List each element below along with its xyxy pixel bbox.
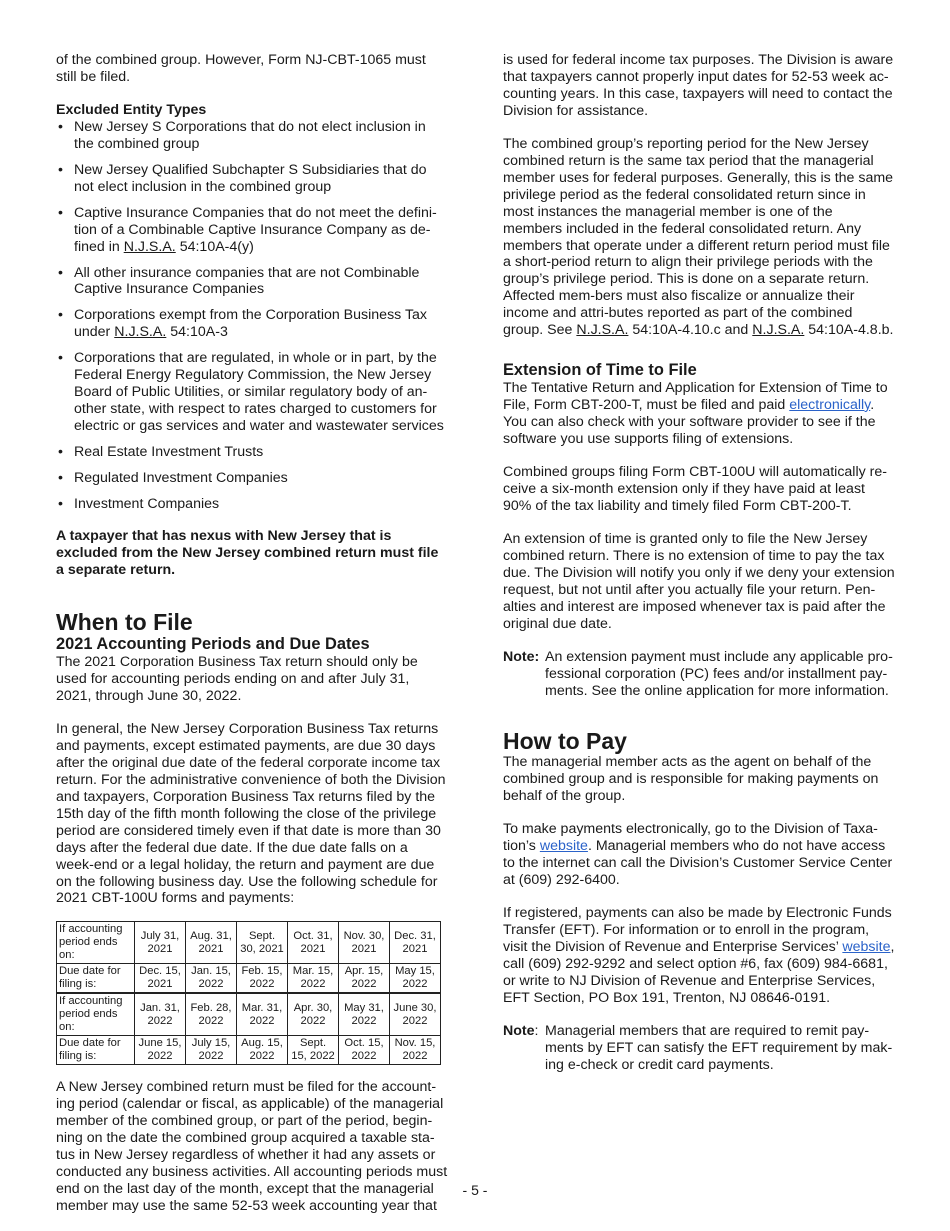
excluded-heading: Excluded Entity Types xyxy=(56,102,207,119)
table-cell: Sept. 15, 2022 xyxy=(288,1036,339,1065)
statute-reference: N.J.S.A. xyxy=(123,238,176,255)
table-cell: Nov. 30, 2021 xyxy=(339,922,390,964)
electronically-link[interactable]: electronically xyxy=(789,396,871,413)
table-cell: May 15, 2022 xyxy=(390,964,441,994)
list-item xyxy=(56,470,448,487)
list-item xyxy=(56,350,448,435)
list-item-text: New Jersey S Corporations that do not elect inclusion in the combined group xyxy=(74,119,426,153)
table-cell: Aug. 31, 2021 xyxy=(186,922,237,964)
list-item xyxy=(56,162,448,196)
agent-paragraph: The managerial member acts as the agent on behalf of the combined group and is responsible for making payments on behalf of the group. xyxy=(503,754,879,804)
eft-text-post: , call (609) 292-9292 and select option #6, fax (609) 984-6681, or write to NJ Division of Revenue and Enterprise Services, EFT Section, PO Box 191, Trenton, NJ 08646-0191. xyxy=(503,939,895,1006)
separate-return-notice: A taxpayer that has nexus with New Jersey that is excluded from the New Jersey combined return must file a separate return. xyxy=(56,528,439,579)
row-label: If accounting period ends on: xyxy=(57,993,135,1036)
left-column xyxy=(56,52,448,1231)
table-row xyxy=(57,922,441,964)
row-label: Due date for filing is: xyxy=(57,1036,135,1065)
table-row xyxy=(57,993,441,1036)
statute-section: 54:10A-4(y) xyxy=(179,238,254,255)
note-body: An extension payment must include any applicable pro-fessional corporation (PC) fees and/or installment pay-ments. See the online application for more information. xyxy=(545,649,893,700)
excluded-list xyxy=(56,119,448,512)
payment-text-post: . Managerial members who do not have access to the internet can call the Division’s Customer Service Center at (609) 292-6400. xyxy=(503,838,893,888)
taxation-website-link[interactable]: website xyxy=(539,838,588,855)
statute-section: 54:10A-3 xyxy=(170,324,228,341)
extension-granted-paragraph: An extension of time is granted only to file the New Jersey combined return. There is no extension of time to pay the tax due. The Division will notify you only if we deny your extension request, but not until after you actually file your return. Pen-alties and interest are imposed whenever tax is paid after the original due date. xyxy=(503,531,895,632)
page-number: - 5 - xyxy=(462,1182,488,1198)
table-cell: Mar. 15, 2022 xyxy=(288,964,339,994)
statute-reference: N.J.S.A. xyxy=(576,322,629,339)
table-cell: Apr. 15, 2022 xyxy=(339,964,390,994)
list-item xyxy=(56,307,448,341)
note-body: Managerial members that are required to remit pay-ments by EFT can satisfy the EFT requirement by mak-ing e-check or credit card payments. xyxy=(545,1023,893,1074)
statute-section: 54:10A-4.10.c and xyxy=(632,322,749,339)
note-label xyxy=(503,1023,545,1074)
extension-text-post: . You can also check with your software provider to see if the software you use supports filing of extensions. xyxy=(503,396,876,447)
extension-heading: Extension of Time to File xyxy=(503,361,697,379)
list-item xyxy=(56,265,448,299)
list-item-text: Captive Insurance Companies that do not meet the defini-tion of a Combinable Captive Insurance Company as de-fined in xyxy=(74,204,437,255)
table-cell: Oct. 15, 2022 xyxy=(339,1036,390,1065)
statute-reference: N.J.S.A. xyxy=(752,322,805,339)
list-item-text: Corporations exempt from the Corporation Business Tax under xyxy=(74,307,428,341)
table-cell: Dec. 15, 2021 xyxy=(135,964,186,994)
intro-paragraph: of the combined group. However, Form NJ-CBT-1065 must still be filed. xyxy=(56,52,426,85)
statute-reference: N.J.S.A. xyxy=(114,324,167,341)
table-cell: Apr. 30, 2022 xyxy=(288,993,339,1036)
table-cell: Dec. 31, 2021 xyxy=(390,922,441,964)
table-row xyxy=(57,964,441,994)
how-to-pay-heading: How to Pay xyxy=(503,728,627,754)
row-label: If accounting period ends on: xyxy=(57,922,135,964)
extension-paragraph xyxy=(503,380,895,448)
general-paragraph: In general, the New Jersey Corporation Business Tax returns and payments, except estimated payments, are due 30 days after the original due date of the federal corporate income tax return. For the administrative convenience of both the Division and taxpayers, Corporation Business Tax returns filed by the 15th day of the fifth month following the close of the privilege period are considered timely even if that date is more than 30 days after the federal due date. If the due date falls on a week-end or a legal holiday, the return and payment are due on the following business day. Use the following schedule for 2021 CBT-100U forms and payments: xyxy=(56,721,446,907)
reporting-text: The combined group’s reporting period for the New Jersey combined return is the same tax period that the managerial member uses for federal purposes. Generally, this is the same privilege period as the federal consolidated return since in most instances the managerial member is one of the members included in the federal consolidated return. Any members that operate under a different return period must file a short-period return to align their privilege periods with the group’s privilege period. This is done on a separate return. Affected mem-bers must also fiscalize or annualize their income and attri-butes reported as part of the combined group. See xyxy=(503,136,894,339)
list-item xyxy=(56,119,448,153)
list-item xyxy=(56,444,448,461)
table-cell: June 30, 2022 xyxy=(390,993,441,1036)
list-item xyxy=(56,205,448,256)
statute-section: 54:10A-4.8.b. xyxy=(808,322,894,339)
table-cell: Mar. 31, 2022 xyxy=(237,993,288,1036)
when-to-file-heading: When to File xyxy=(56,609,193,636)
table-cell: Feb. 15, 2022 xyxy=(237,964,288,994)
table-cell: Jan. 15, 2022 xyxy=(186,964,237,994)
note-label-text: Note xyxy=(503,1023,535,1040)
reporting-period-paragraph xyxy=(503,136,895,339)
note-label-colon: : xyxy=(534,1023,539,1040)
automatic-extension-paragraph: Combined groups filing Form CBT-100U will automatically re-ceive a six-month extension only if they have paid at least 90% of the tax liability and timely filed Form CBT-200-T. xyxy=(503,464,887,514)
list-item-text: Corporations that are regulated, in whole or in part, by the Federal Energy Regulatory Commission, the New Jersey Board of Public Utilities, or similar regulatory body of an-other state, with respect to rates charged to customers for electric or gas services and water and wastewater services xyxy=(74,350,444,434)
table-row xyxy=(57,1036,441,1065)
eft-note xyxy=(503,1023,895,1074)
list-item-text: Regulated Investment Companies xyxy=(74,469,288,486)
table-cell: Nov. 15, 2022 xyxy=(390,1036,441,1065)
eft-text: If registered, payments can also be made by Electronic Funds Transfer (EFT). For information or to enroll in the program, visit the Division of Revenue and Enterprise Services’ xyxy=(503,905,892,956)
table-cell: Oct. 31, 2021 xyxy=(288,922,339,964)
table-cell: Aug. 15, 2022 xyxy=(237,1036,288,1065)
note-label: Note: xyxy=(503,649,540,666)
table-cell: Feb. 28, 2022 xyxy=(186,993,237,1036)
payment-text: To make payments electronically, go to the Division of Taxa-tion’s xyxy=(503,821,878,855)
extension-text: The Tentative Return and Application for Extension of Time to File, Form CBT-200-T, must be filed and paid xyxy=(503,380,888,413)
row-label: Due date for filing is: xyxy=(57,964,135,994)
due-date-schedule-table xyxy=(56,921,441,1065)
list-item-text: All other insurance companies that are not Combinable Captive Insurance Companies xyxy=(74,264,420,298)
table-cell: May 31, 2022 xyxy=(339,993,390,1036)
list-item-text: Investment Companies xyxy=(74,495,220,512)
table-cell: July 15, 2022 xyxy=(186,1036,237,1065)
right-column xyxy=(503,52,895,1091)
revenue-website-link[interactable]: website xyxy=(842,939,891,956)
continuation-paragraph: is used for federal income tax purposes. The Division is aware that taxpayers cannot properly input dates for 52-53 week ac-counting years. In this case, taxpayers will need to contact the Division for assistance. xyxy=(503,52,894,119)
list-item-text: New Jersey Qualified Subchapter S Subsidiaries that do not elect inclusion in the combined group xyxy=(74,162,427,195)
combined-return-paragraph: A New Jersey combined return must be filed for the account-ing period (calendar or fiscal, as applicable) of the managerial member of the combined group, or part of the period, begin-ning on the date the combined group acquired a taxable sta-tus in New Jersey regardless of whether it had any assets or conducted any business activities. All accounting periods must end on the last day of the month, except that the managerial member may use the same 52-53 week accounting year that xyxy=(56,1079,448,1214)
table-cell: Sept. 30, 2021 xyxy=(237,922,288,964)
table-cell: Jan. 31, 2022 xyxy=(135,993,186,1036)
table-cell: July 31, 2021 xyxy=(135,922,186,964)
periods-paragraph: The 2021 Corporation Business Tax return should only be used for accounting periods ending on and after July 31, 2021, through June 30, 2022. xyxy=(56,654,418,704)
table-cell: June 15, 2022 xyxy=(135,1036,186,1065)
list-item xyxy=(56,496,448,513)
eft-paragraph xyxy=(503,905,895,1006)
periods-heading: 2021 Accounting Periods and Due Dates xyxy=(56,635,370,654)
list-item-text: Real Estate Investment Trusts xyxy=(74,443,264,460)
extension-note xyxy=(503,649,895,700)
electronic-payment-paragraph xyxy=(503,821,895,889)
